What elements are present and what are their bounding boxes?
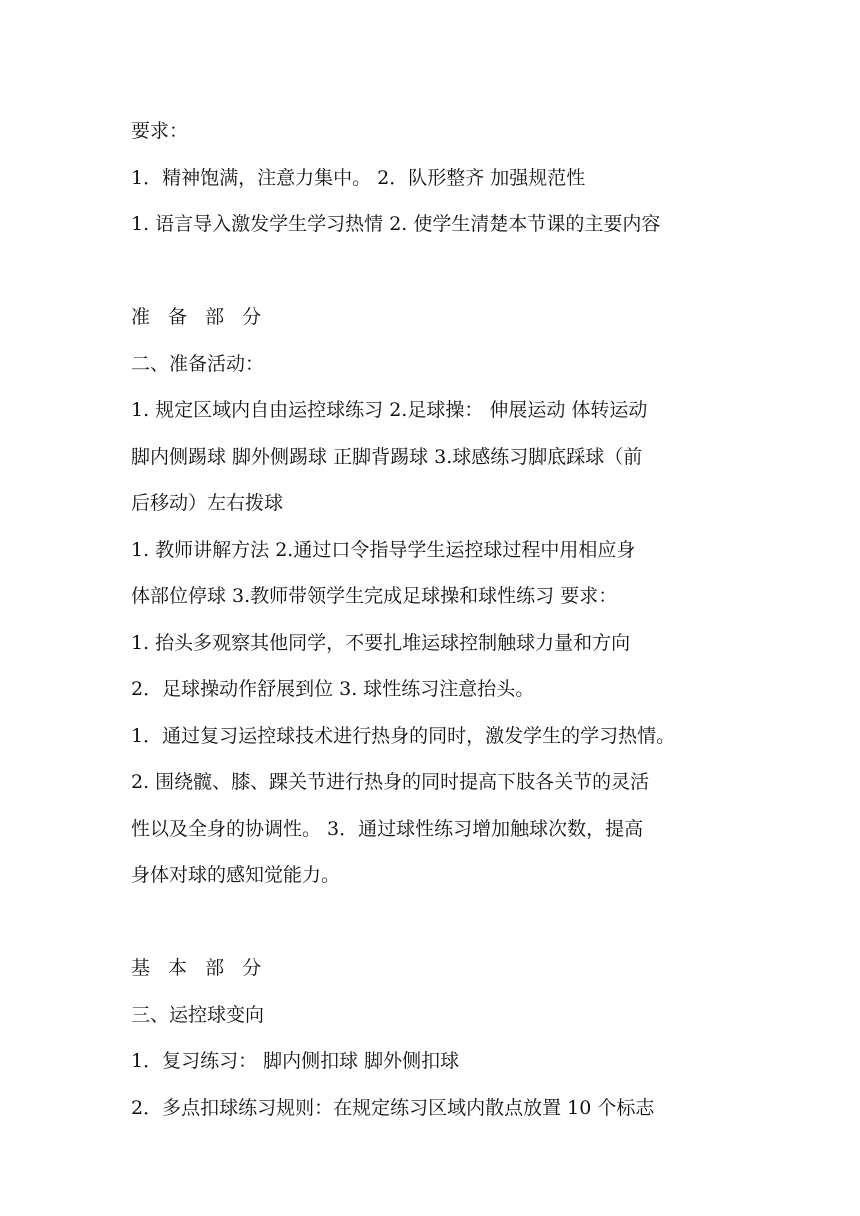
text-line: 1. 教师讲解方法 2.通过口令指导学生运控球过程中用相应身 [131,538,636,561]
subsection-heading: 三、运控球变向 [131,1003,265,1026]
text-line: 2．足球操动作舒展到位 3. 球性练习注意抬头。 [131,678,535,700]
blank-line [131,899,731,946]
text-line: 性以及全身的协调性。 3．通过球性练习增加触球次数，提高 [131,817,644,840]
text-line: 1. 规定区域内自由运控球练习 2.足球操： 伸展运动 体转运动 [131,399,648,421]
text-line: 2. 围绕髋、膝、踝关节进行热身的同时提高下肢各关节的灵活 [131,771,650,793]
text-line: 1. 抬头多观察其他同学，不要扎堆运球控制触球力量和方向 [131,631,631,654]
text-line: 脚内侧踢球 脚外侧踢球 正脚背踢球 3.球感练习脚底踩球（前 [131,445,643,468]
text-line: 1．精神饱满，注意力集中。 2．队形整齐 加强规范性 [131,166,586,189]
text-line: 1．复习练习： 脚内侧扣球 脚外侧扣球 [131,1050,460,1072]
subsection-heading: 二、准备活动： [131,352,265,375]
section-heading-basic: 基 本 部 分 [131,957,268,979]
requirements-label: 要求： [131,120,189,142]
text-line: 1．通过复习运控球技术进行热身的同时，激发学生的学习热情。 [131,724,676,747]
text-line: 1. 语言导入激发学生学习热情 2. 使学生清楚本节课的主要内容 [131,213,661,235]
text-line: 体部位停球 3.教师带领学生完成足球操和球性练习 要求： [131,585,618,607]
document-body [131,108,731,1131]
text-line: 2．多点扣球练习规则：在规定练习区域内散点放置 10 个标志 [131,1096,655,1119]
section-heading-preparation: 准 备 部 分 [131,306,268,328]
text-line: 身体对球的感知觉能力。 [131,864,341,886]
blank-line [131,248,731,295]
text-line: 后移动）左右拨球 [131,492,284,514]
